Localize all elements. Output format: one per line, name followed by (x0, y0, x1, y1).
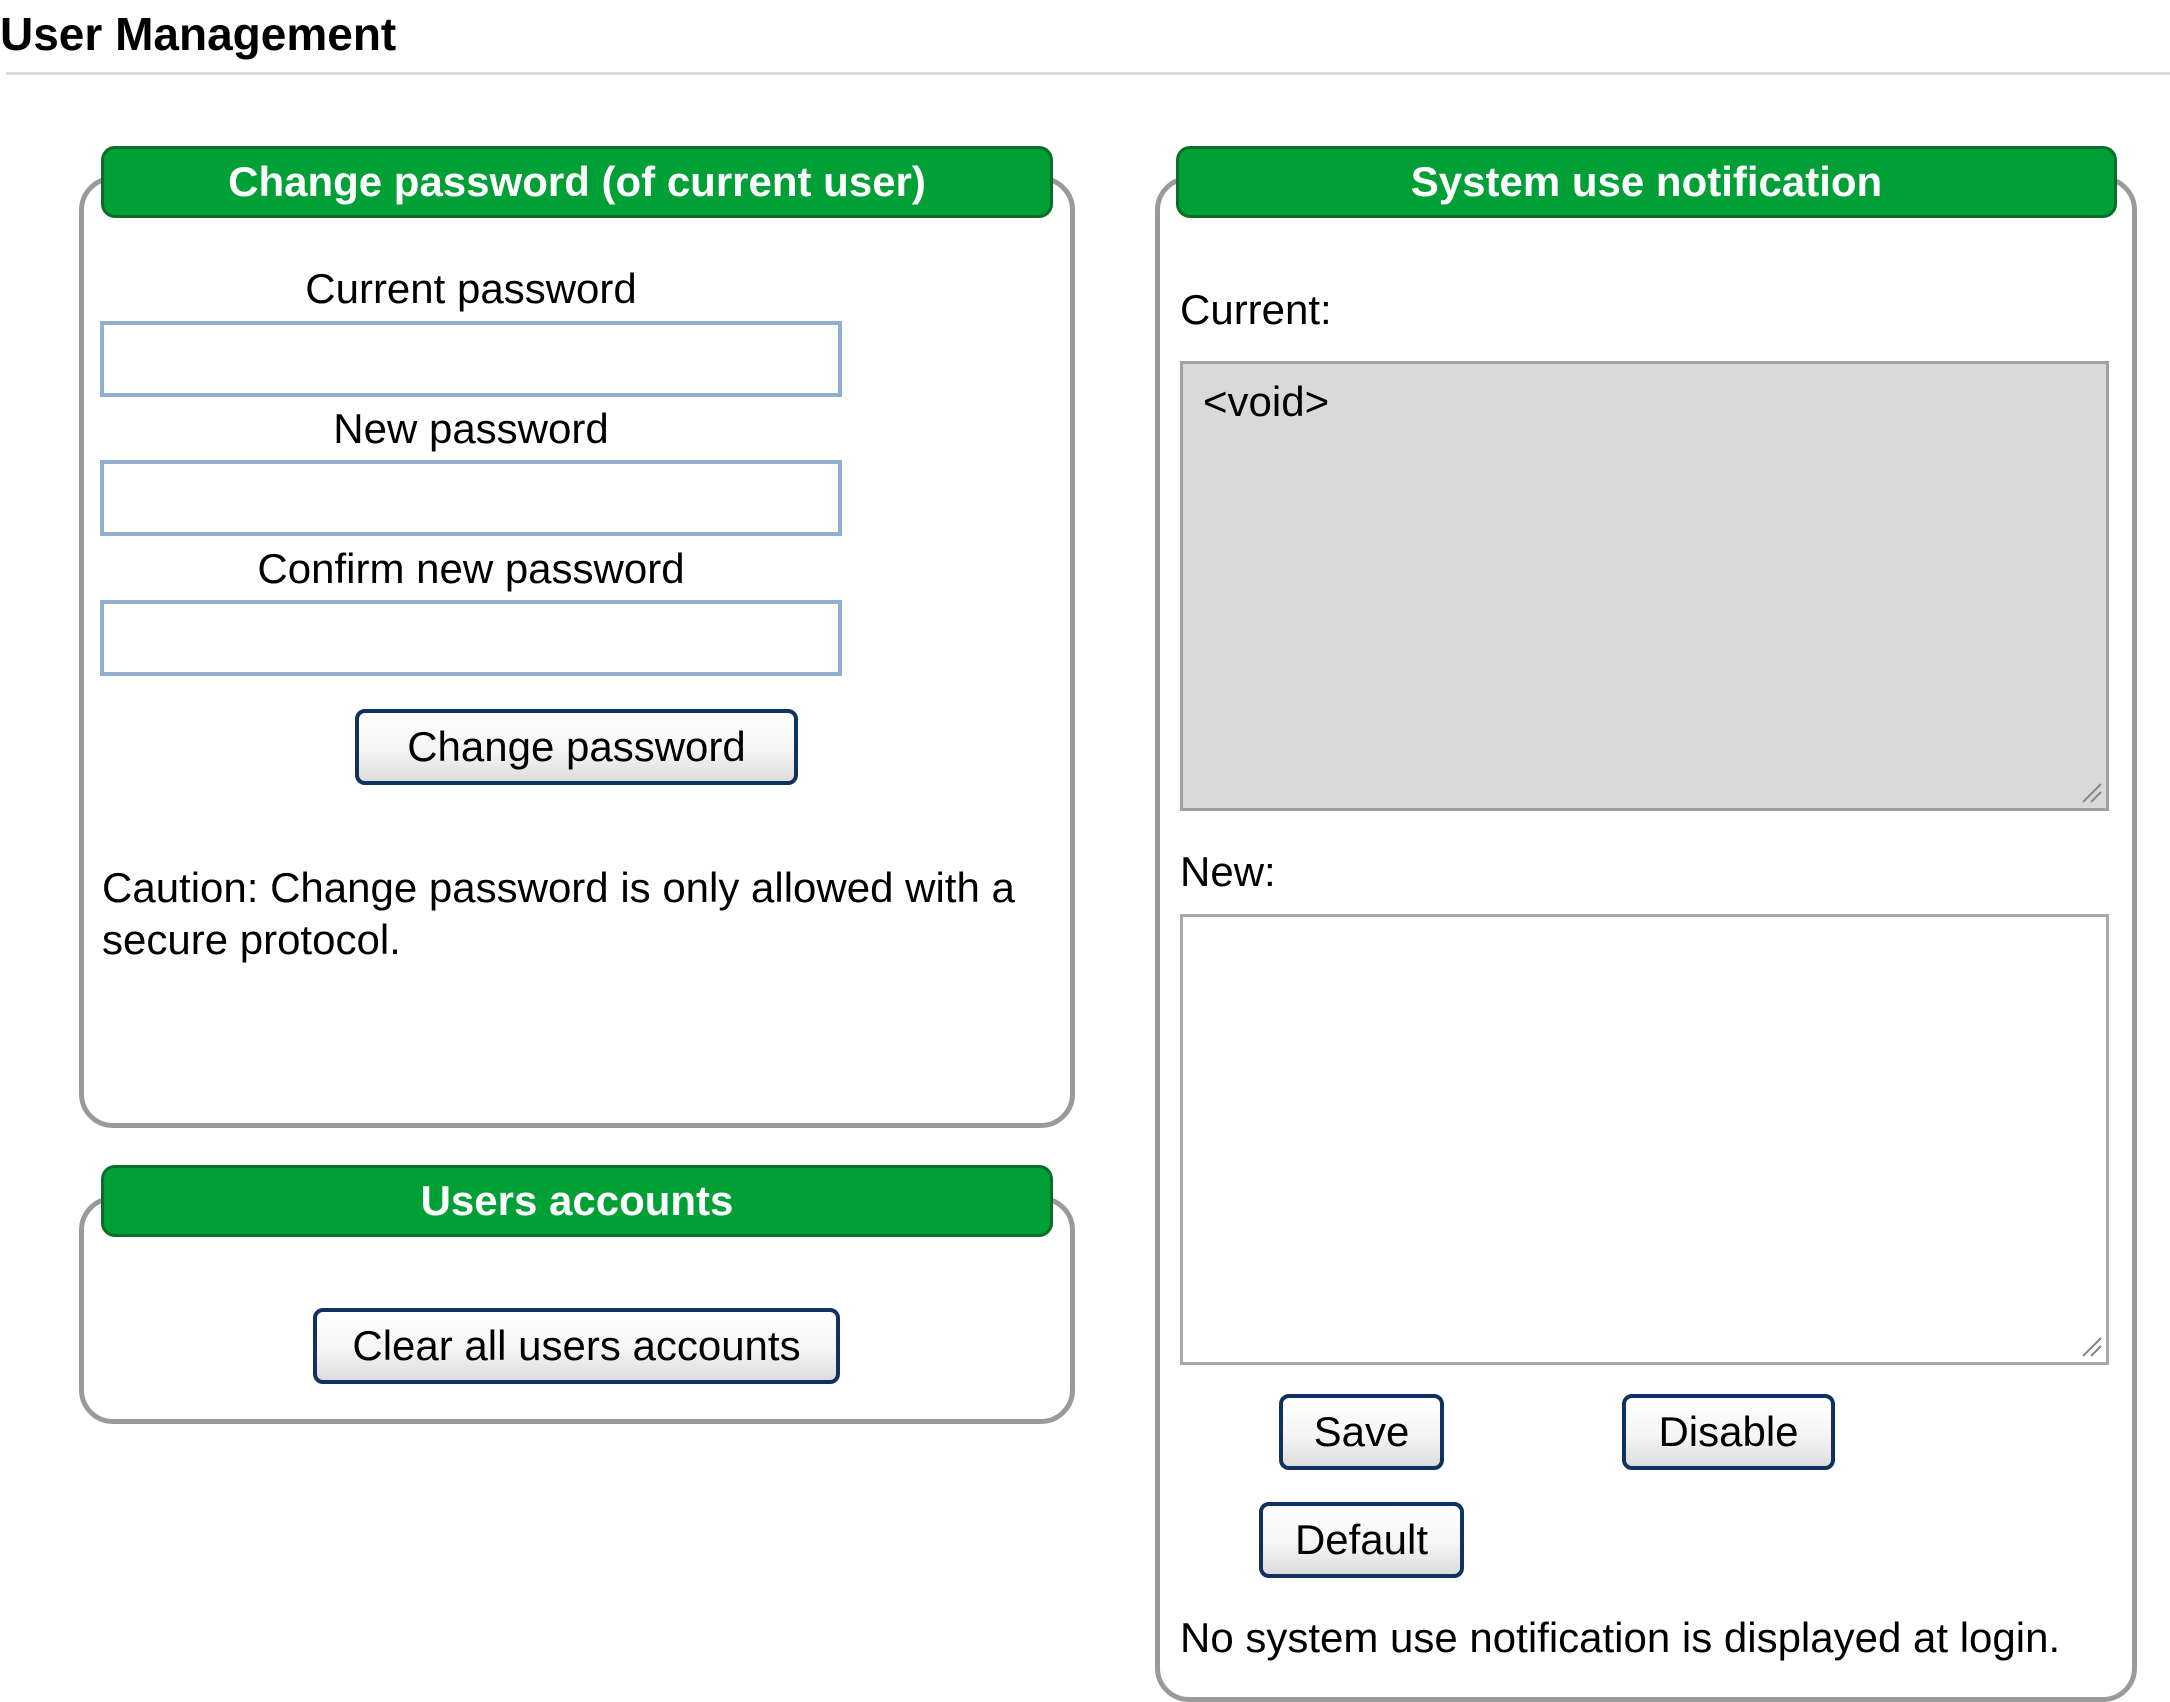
page-title: User Management (0, 8, 397, 60)
current-notification-label: Current: (1180, 286, 1332, 333)
clear-users-button[interactable]: Clear all users accounts (313, 1308, 840, 1384)
save-button[interactable]: Save (1279, 1394, 1444, 1470)
change-password-header: Change password (of current user) (101, 146, 1053, 218)
current-password-input[interactable] (100, 321, 842, 397)
change-password-button[interactable]: Change password (355, 709, 798, 785)
current-notification-display: <void> (1180, 361, 2109, 811)
notification-header: System use notification (1176, 146, 2117, 218)
resize-grip-icon[interactable] (2079, 1334, 2103, 1358)
confirm-password-label: Confirm new password (257, 545, 685, 592)
default-button[interactable]: Default (1259, 1502, 1464, 1578)
notification-status-text: No system use notification is displayed at login. (1180, 1614, 2061, 1661)
disable-button[interactable]: Disable (1622, 1394, 1835, 1470)
confirm-password-input[interactable] (100, 600, 842, 676)
current-password-label: Current password (305, 265, 637, 312)
users-accounts-header: Users accounts (101, 1165, 1053, 1237)
new-notification-label: New: (1180, 848, 1276, 895)
title-divider (6, 72, 2170, 75)
resize-grip-icon (2079, 780, 2103, 804)
caution-text: Caution: Change password is only allowed with a secure protocol. (102, 864, 1015, 963)
new-password-input[interactable] (100, 460, 842, 536)
new-password-label: New password (333, 405, 609, 452)
new-notification-input[interactable] (1180, 914, 2109, 1365)
